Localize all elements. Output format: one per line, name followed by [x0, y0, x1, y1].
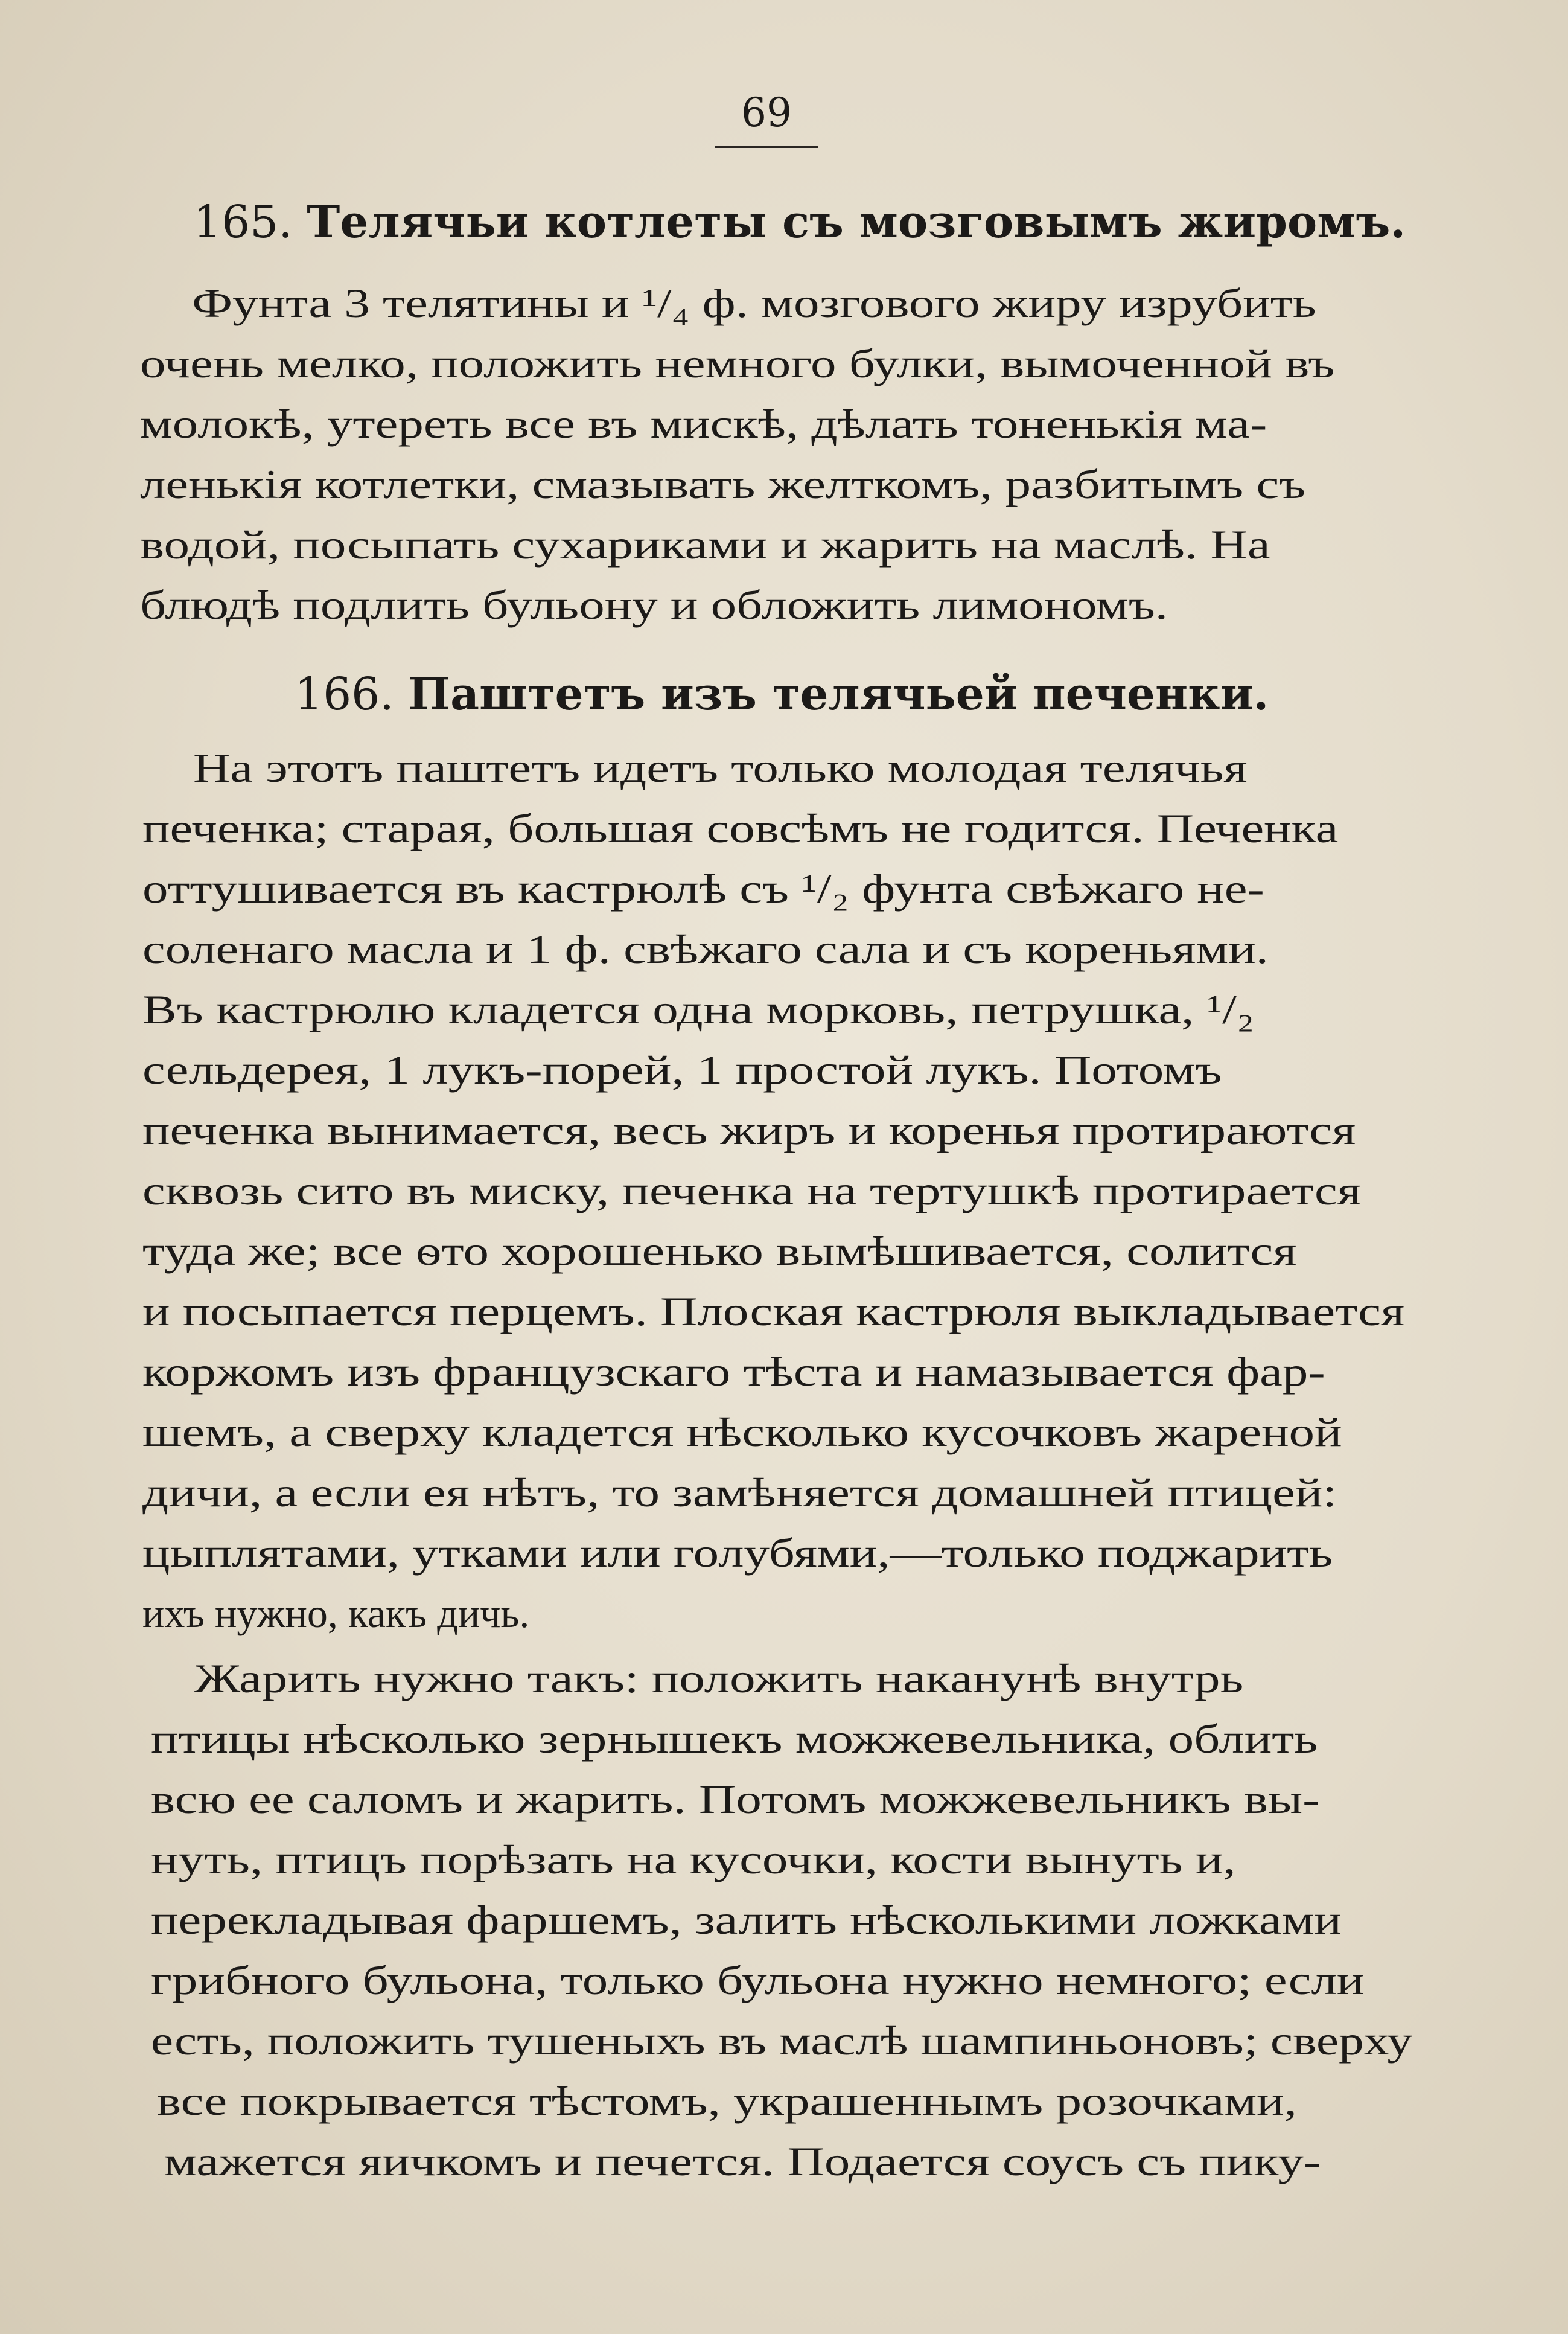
- recipe-165-number: 165.: [193, 196, 293, 248]
- text-line: блюдѣ подлить бульону и обложить лимономъ.: [140, 582, 1168, 628]
- text-line: коржомъ изъ французскаго тѣста и намазывается фар-: [142, 1349, 1325, 1395]
- recipe-166-title: Паштетъ изъ телячьей печенки.: [408, 668, 1269, 720]
- text-line: есть, положить тушеныхъ въ маслѣ шампиньоновъ; сверху: [151, 2018, 1413, 2064]
- text-line: ленькія котлетки, смазывать желткомъ, разбитымъ съ: [140, 461, 1306, 507]
- page-number: 69: [741, 89, 792, 136]
- text-line: цыплятами, утками или голубями,—только поджарить: [142, 1530, 1333, 1576]
- text-line: молокѣ, утереть все въ мискѣ, дѣлать тоненькія ма-: [140, 401, 1267, 447]
- text-line: печенка вынимается, весь жиръ и коренья протираются: [142, 1107, 1356, 1153]
- text-line: птицы нѣсколько зернышекъ можжевельника, облить: [151, 1716, 1318, 1762]
- text-line: сельдерея, 1 лукъ-порей, 1 простой лукъ. Потомъ: [142, 1047, 1222, 1093]
- text-line: нуть, птицъ порѣзать на кусочки, кости вынуть и,: [151, 1837, 1236, 1882]
- text-line: и посыпается перцемъ. Плоская кастрюля выкладывается: [142, 1288, 1405, 1334]
- text-line: перекладывая фаршемъ, залить нѣсколькими ложками: [151, 1897, 1342, 1943]
- text-line: оттушивается въ кастрюлѣ съ ¹/₂ фунта свѣжаго не-: [142, 866, 1264, 912]
- text-line: водой, посыпать сухариками и жарить на маслѣ. На: [140, 522, 1270, 568]
- text-line: Въ кастрюлю кладется одна морковь, петрушка, ¹/₂: [142, 986, 1255, 1032]
- page-number-block: [712, 86, 821, 148]
- recipe-166-heading: [295, 664, 1269, 724]
- text-line: На этотъ паштетъ идетъ только молодая телячья: [193, 745, 1248, 791]
- text-line: сквозь сито въ миску, печенка на тертушкѣ протирается: [142, 1168, 1361, 1213]
- recipe-165-heading: [193, 192, 1406, 252]
- text-line: мажется яичкомъ и печется. Подается соусъ съ пику-: [164, 2138, 1321, 2184]
- recipe-165-title: Телячьи котлеты съ мозговымъ жиромъ.: [307, 196, 1406, 248]
- text-line: всю ее саломъ и жарить. Потомъ можжевельникъ вы-: [151, 1776, 1320, 1822]
- text-line: ихъ нужно, какъ дичь.: [142, 1590, 530, 1636]
- recipe-166-number: 166.: [295, 668, 394, 720]
- text-line: все покрывается тѣстомъ, украшеннымъ розочками,: [157, 2078, 1297, 2124]
- page-number-rule: [715, 146, 818, 148]
- text-line: печенка; старая, большая совсѣмъ не годится. Печенка: [142, 805, 1339, 851]
- text-line: шемъ, а сверху кладется нѣсколько кусочковъ жареной: [142, 1409, 1342, 1455]
- text-line: грибного бульона, только бульона нужно немного; если: [151, 1957, 1365, 2003]
- text-line: Фунта 3 телятины и ¹/₄ ф. мозгового жиру изрубить: [192, 280, 1316, 326]
- text-line: соленаго масла и 1 ф. свѣжаго сала и съ кореньями.: [142, 926, 1269, 972]
- text-line: туда же; все ѳто хорошенько вымѣшивается, солится: [142, 1228, 1297, 1274]
- text-line: очень мелко, положить немного булки, вымоченной въ: [140, 341, 1335, 386]
- text-line: дичи, а если ея нѣтъ, то замѣняется домашней птицей:: [142, 1469, 1337, 1515]
- text-line: Жарить нужно такъ: положить наканунѣ внутрь: [194, 1655, 1244, 1701]
